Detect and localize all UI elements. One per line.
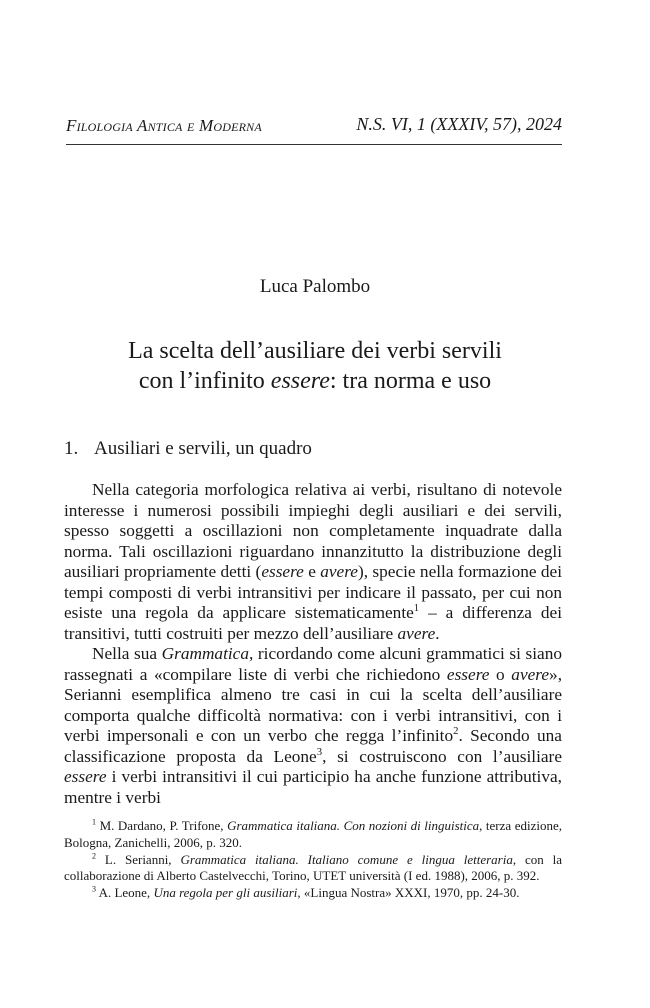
title-line-2 (0, 366, 630, 396)
text-run: Nella categoria morfologica relativa ai verbi, risultano di notevole interesse i numerosi possibili impieghi degli ausiliari e dei servili, spesso soggetti a oscillazioni non completamente inquadrate dalla norma. Tali oscillazioni riguardano innanzitutto la distribuzione degli ausiliari propriamente detti ( (64, 480, 562, 581)
footnote-2 (64, 852, 562, 886)
italic-term: Grammatica (161, 644, 249, 663)
footnote-number: 3 (92, 884, 97, 894)
paragraph-2 (64, 644, 562, 808)
italic-title: Grammatica italiana. Italiano comune e lingua letteraria (180, 851, 513, 867)
text-run: , ricordando come alcuni grammatici si siano rassegnati a «compilare liste di verbi che richiedono (64, 644, 562, 684)
section-heading (64, 438, 312, 460)
text-run: , «Lingua Nostra» XXXI, 1970, pp. 24-30. (297, 885, 520, 901)
author-name: Luca Palombo (259, 276, 371, 297)
footnote-ref-3[interactable]: 3 (316, 745, 323, 758)
text-run: Nella sua (92, 644, 162, 663)
footnote-1 (64, 818, 562, 852)
article-title (0, 336, 630, 396)
italic-title: Una regola per gli ausiliari (153, 885, 298, 901)
section-title: Ausiliari e servili, un quadro (94, 438, 312, 459)
italic-term: essere (261, 562, 304, 581)
footnote-ref-2[interactable]: 2 (453, 725, 459, 738)
title-line-1: La scelta dell’ausiliare dei verbi servili (128, 338, 502, 364)
italic-term: avere (397, 623, 436, 643)
text-run: A. Leone, (96, 885, 154, 901)
italic-term: avere (320, 562, 358, 581)
text-run: , terza edizione, Bologna, Zanichelli, 2006, p. 320. (64, 818, 562, 850)
text-run: L. Serianni, (96, 851, 181, 867)
running-header (66, 114, 562, 145)
footnote-number: 2 (92, 851, 97, 861)
footnotes (64, 818, 562, 902)
italic-title: Grammatica italiana. Con nozioni di linguistica (227, 818, 480, 833)
paragraph-1 (64, 480, 562, 644)
body-text (64, 480, 562, 808)
text-run: ), specie nella formazione dei tempi composti di verbi intransitivi per indicare il passato, per cui non esiste una regola da applicare sistematicamente (64, 562, 563, 622)
footnote-ref-1[interactable]: 1 (413, 602, 420, 615)
text-run: . Secondo una classificazione proposta da Leone (64, 726, 562, 766)
text-run: e (303, 562, 321, 581)
italic-term: avere (511, 664, 550, 684)
text-run: i verbi intransitivi il cui participio ha anche funzione attributiva, mentre i verbi (64, 767, 562, 807)
footnote-number: 1 (92, 817, 97, 827)
section-number: 1. (64, 438, 79, 459)
title-text: con l’infinito (138, 368, 271, 394)
text-run: , si costruiscono con l’ausiliare (322, 746, 562, 766)
text-run: – a differenza dei transitivi, tutti costruiti per mezzo dell’ausiliare (64, 603, 562, 643)
text-run: o (489, 664, 512, 684)
journal-name: Filologia Antica e Moderna (66, 116, 262, 135)
title-text: : tra norma e uso (329, 368, 492, 394)
italic-term: essere (446, 664, 490, 684)
text-run: », Serianni esemplifica almeno tre casi in cui la scelta dell’ausiliare comporta qualche difficoltà normativa: con i verbi intransitivi, con i verbi impersonali e con un verbo che regga l’infinito (64, 664, 563, 745)
footnote-3 (64, 885, 562, 902)
italic-term: essere (64, 767, 107, 786)
text-run: , con la collaborazione di Alberto Castelvecchi, Torino, UTET università (I ed. 1988), 2006, p. 392. (64, 851, 562, 884)
text-run: . (435, 623, 440, 643)
title-italic: essere (270, 368, 330, 394)
text-run: M. Dardano, P. Trifone, (96, 818, 228, 833)
issue-info: N.S. VI, 1 (XXXIV, 57), 2024 (356, 114, 562, 134)
